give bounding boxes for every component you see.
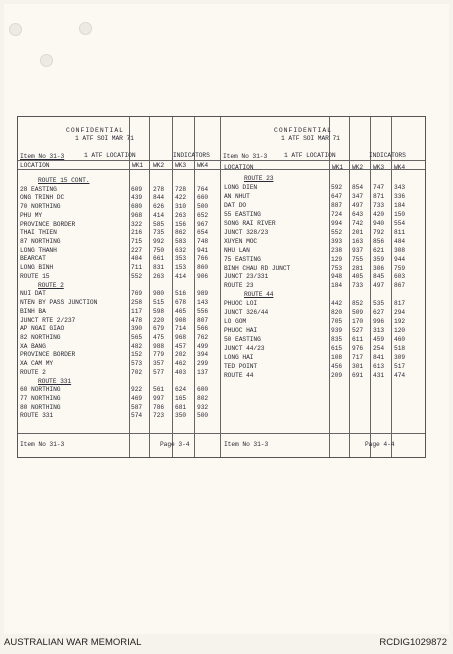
- wk2-value: 163: [352, 237, 364, 245]
- wk1-value: 152: [131, 351, 143, 359]
- footer-rule: [18, 433, 425, 434]
- wk4-value: 748: [197, 238, 209, 246]
- location-cell: PROVINCE BORDER: [20, 351, 76, 359]
- wk4-value: 137: [197, 368, 209, 376]
- location-cell: NHU LAN: [224, 246, 250, 254]
- wk1-value: 592: [331, 183, 343, 191]
- wk1-value: 238: [331, 246, 343, 254]
- wk3-value: 908: [175, 316, 187, 324]
- wk1-value: 565: [131, 333, 143, 341]
- wk3-value: 996: [373, 318, 385, 326]
- location-cell: 50 EASTING: [224, 336, 261, 344]
- wk2-value: 643: [352, 210, 364, 218]
- punch-hole-2: [40, 54, 53, 67]
- wk1-value: 702: [131, 368, 143, 376]
- location-cell: PHUOC HAI: [224, 327, 258, 335]
- archive-credit: AUSTRALIAN WAR MEMORIAL: [4, 637, 142, 648]
- wk3-value: 459: [373, 336, 385, 344]
- wk3-value: 165: [175, 395, 187, 402]
- wk4-value: 336: [394, 192, 406, 200]
- wk1-value: 615: [331, 345, 343, 353]
- right-indicators-label: INDICATORS: [369, 152, 406, 159]
- wk4-value: 941: [197, 246, 209, 254]
- wk1-value: 753: [331, 264, 343, 272]
- wk4-value: 906: [197, 272, 209, 280]
- section-heading: ROUTE 23: [244, 175, 274, 182]
- wk2-value: 750: [153, 246, 165, 254]
- left-col-line-2: [149, 117, 150, 457]
- wk1-value: 820: [331, 309, 343, 317]
- location-cell: 87 NORTHING: [20, 238, 61, 246]
- wk4-value: 294: [394, 309, 406, 317]
- wk4-value: 474: [394, 371, 406, 379]
- wk4-value: 484: [394, 237, 406, 245]
- location-cell: PHUOC LOI: [224, 300, 258, 308]
- wk4-value: 660: [197, 194, 209, 202]
- wk3-value: 621: [373, 246, 385, 254]
- wk3-value: 845: [373, 273, 385, 281]
- wk4-value: 143: [197, 299, 209, 307]
- location-cell: ROUTE 23: [224, 282, 254, 290]
- wk2-value: 742: [352, 219, 364, 227]
- location-cell: BEARCAT: [20, 255, 46, 263]
- wk3-value: 153: [175, 264, 187, 272]
- wk3-value: 403: [175, 368, 187, 376]
- wk3-value: 613: [373, 362, 385, 370]
- wk4-value: 308: [394, 246, 406, 254]
- wk2-value: 831: [153, 264, 165, 272]
- header-rule-2: [18, 169, 425, 170]
- right-col-wk3: WK3: [373, 164, 385, 171]
- wk3-value: 254: [373, 345, 385, 353]
- location-cell: DAT DO: [224, 201, 247, 209]
- location-cell: ROUTE 44: [224, 371, 254, 379]
- wk1-value: 184: [331, 282, 343, 290]
- wk3-value: 414: [175, 272, 187, 280]
- wk2-value: 997: [153, 395, 165, 402]
- right-confidential: CONFIDENTIAL: [274, 127, 333, 134]
- wk4-value: 654: [197, 229, 209, 237]
- wk2-value: 509: [352, 309, 364, 317]
- location-cell: LO GOM: [224, 318, 247, 326]
- location-cell: XA BANG: [20, 342, 46, 350]
- wk2-value: 527: [352, 327, 364, 335]
- wk1-value: 711: [131, 264, 143, 272]
- wk4-value: 394: [197, 351, 209, 359]
- wk3-value: 627: [373, 309, 385, 317]
- wk3-value: 681: [175, 403, 187, 411]
- wk1-value: 552: [331, 228, 343, 236]
- wk1-value: 968: [131, 211, 143, 219]
- wk1-value: 647: [331, 192, 343, 200]
- wk4-value: 500: [197, 412, 209, 420]
- wk1-value: 609: [131, 185, 143, 193]
- location-cell: JUNCT 44/23: [224, 345, 265, 353]
- wk1-value: 939: [331, 327, 343, 335]
- wk3-value: 535: [373, 300, 385, 308]
- location-cell: JUNCT 23/331: [224, 273, 269, 281]
- wk1-value: 216: [131, 229, 143, 237]
- location-cell: ROUTE 15: [20, 272, 50, 280]
- wk2-value: 347: [352, 192, 364, 200]
- wk3-value: 862: [175, 229, 187, 237]
- wk3-value: 156: [175, 220, 187, 228]
- wk1-value: 573: [131, 360, 143, 368]
- location-cell: ROUTE 331: [20, 412, 54, 420]
- wk3-value: 497: [373, 282, 385, 290]
- wk4-value: 802: [197, 395, 209, 402]
- wk3-value: 350: [175, 412, 187, 420]
- location-cell: JUNCT RTE 2/237: [20, 316, 76, 324]
- wk3-value: 714: [175, 325, 187, 333]
- location-cell: XUYEN MOC: [224, 237, 258, 245]
- wk2-value: 414: [153, 211, 165, 219]
- wk1-value: 469: [131, 395, 143, 402]
- wk1-value: 442: [331, 300, 343, 308]
- wk4-value: 120: [394, 327, 406, 335]
- wk2-value: 717: [352, 354, 364, 361]
- wk3-value: 624: [175, 386, 187, 394]
- wk1-value: 948: [331, 273, 343, 281]
- wk4-value: 150: [394, 210, 406, 218]
- location-cell: TED POINT: [224, 362, 258, 370]
- left-col-wk3: WK3: [175, 162, 187, 169]
- wk1-value: 715: [131, 238, 143, 246]
- wk4-value: 566: [197, 325, 209, 333]
- wk2-value: 844: [153, 194, 165, 202]
- header-rule-1: [18, 160, 425, 161]
- wk2-value: 735: [153, 229, 165, 237]
- left-col-line-1: [129, 117, 130, 457]
- right-soi-date: 1 ATF SOI MAR 71: [281, 135, 340, 142]
- wk4-value: 811: [394, 228, 406, 236]
- wk4-value: 499: [197, 342, 209, 350]
- left-col-wk4: WK4: [197, 162, 209, 169]
- wk3-value: 422: [175, 194, 187, 202]
- left-col-wk1: WK1: [132, 162, 144, 169]
- wk3-value: 841: [373, 354, 385, 361]
- location-cell: NTEN BY PASS JUNCTION: [20, 299, 98, 307]
- wk1-value: 439: [131, 194, 143, 202]
- right-footer-item: Item No 31-3: [224, 441, 269, 448]
- wk4-value: 500: [197, 203, 209, 211]
- wk4-value: 989: [197, 290, 209, 298]
- location-cell: 28 EASTING: [20, 185, 57, 193]
- wk4-value: 309: [394, 354, 406, 361]
- location-cell: PHU MY: [20, 211, 43, 219]
- wk2-value: 852: [352, 300, 364, 308]
- wk4-value: 554: [394, 219, 406, 227]
- wk2-value: 170: [352, 318, 364, 326]
- wk1-value: 724: [331, 210, 343, 218]
- wk1-value: 574: [131, 412, 143, 420]
- wk3-value: 313: [373, 327, 385, 335]
- wk3-value: 465: [175, 307, 187, 315]
- wk4-value: 343: [394, 183, 406, 191]
- wk3-value: 940: [373, 219, 385, 227]
- wk2-value: 201: [352, 228, 364, 236]
- right-col-wk1: WK1: [332, 164, 344, 171]
- location-cell: ROUTE 2: [20, 368, 46, 376]
- right-col-line-2: [349, 117, 350, 457]
- location-cell: BINH CHAU RD JUNCT: [224, 264, 291, 272]
- wk2-value: 779: [153, 351, 165, 359]
- punch-hole-3: [79, 22, 92, 35]
- wk4-value: 460: [394, 336, 406, 344]
- wk1-value: 478: [131, 316, 143, 324]
- wk2-value: 220: [153, 316, 165, 324]
- wk4-value: 299: [197, 360, 209, 368]
- wk3-value: 306: [373, 264, 385, 272]
- left-footer-page: Page 3-4: [160, 441, 190, 448]
- wk1-value: 404: [131, 255, 143, 263]
- wk1-value: 258: [131, 299, 143, 307]
- wk4-value: 517: [394, 362, 406, 370]
- right-location-label: 1 ATF LOCATION: [284, 152, 336, 159]
- location-cell: 60 NORTHING: [20, 386, 61, 394]
- wk3-value: 516: [175, 290, 187, 298]
- wk1-value: 922: [131, 386, 143, 394]
- wk4-value: 764: [197, 185, 209, 193]
- wk3-value: 678: [175, 299, 187, 307]
- wk4-value: 867: [394, 282, 406, 290]
- wk3-value: 462: [175, 360, 187, 368]
- wk3-value: 747: [373, 183, 385, 191]
- location-cell: 55 EASTING: [224, 210, 261, 218]
- wk1-value: 680: [131, 203, 143, 211]
- right-col-wk2: WK2: [352, 164, 364, 171]
- location-cell: 77 NORTHING: [20, 395, 61, 402]
- wk4-value: 762: [197, 333, 209, 341]
- location-cell: JUNCT 326/44: [224, 309, 269, 317]
- wk4-value: 192: [394, 318, 406, 326]
- wk2-value: 679: [153, 325, 165, 333]
- wk1-value: 393: [331, 237, 343, 245]
- location-cell: PROVINCE BORDER: [20, 220, 76, 228]
- location-cell: BINH BA: [20, 307, 46, 315]
- location-cell: LONG THANH: [20, 246, 57, 254]
- location-cell: NUI DAT: [20, 290, 46, 298]
- location-cell: JUNCT 328/23: [224, 228, 269, 236]
- wk4-value: 817: [394, 300, 406, 308]
- left-col-line-4: [194, 117, 195, 457]
- wk2-value: 980: [153, 290, 165, 298]
- wk2-value: 992: [153, 238, 165, 246]
- left-col-location: LOCATION: [20, 162, 50, 169]
- section-heading: ROUTE 15 CONT.: [38, 177, 90, 184]
- location-cell: THAI THIEN: [20, 229, 57, 237]
- wk1-value: 117: [131, 307, 143, 315]
- wk2-value: 988: [153, 342, 165, 350]
- wk2-value: 515: [153, 299, 165, 307]
- location-cell: 80 NORTHING: [20, 403, 61, 411]
- left-item-no: Item No 31-3: [20, 153, 65, 160]
- wk4-value: 807: [197, 316, 209, 324]
- wk2-value: 733: [352, 282, 364, 290]
- section-heading: ROUTE 44: [244, 291, 274, 299]
- wk3-value: 420: [373, 210, 385, 218]
- wk1-value: 887: [331, 201, 343, 209]
- wk2-value: 497: [352, 201, 364, 209]
- wk3-value: 457: [175, 342, 187, 350]
- right-col-wk4: WK4: [394, 164, 406, 171]
- archive-reference: RCDIG1029872: [379, 637, 447, 648]
- wk1-value: 322: [131, 220, 143, 228]
- location-cell: AN NHUT: [224, 192, 250, 200]
- section-heading: ROUTE 2: [38, 281, 64, 289]
- section-heading: ROUTE 331: [38, 377, 72, 385]
- left-soi-date: 1 ATF SOI MAR 71: [75, 135, 134, 142]
- document-page: [4, 4, 449, 634]
- wk2-value: 278: [153, 185, 165, 193]
- wk4-value: 603: [394, 273, 406, 281]
- wk1-value: 835: [331, 336, 343, 344]
- wk2-value: 723: [153, 412, 165, 420]
- wk2-value: 786: [153, 403, 165, 411]
- wk2-value: 577: [153, 368, 165, 376]
- right-col-line-4: [391, 117, 392, 457]
- wk2-value: 854: [352, 183, 364, 191]
- wk1-value: 390: [131, 325, 143, 333]
- wk3-value: 431: [373, 371, 385, 379]
- wk4-value: 759: [394, 264, 406, 272]
- wk2-value: 626: [153, 203, 165, 211]
- location-cell: ONG TRINH DC: [20, 194, 65, 202]
- right-item-no: Item No 31-3: [223, 153, 268, 160]
- wk2-value: 691: [352, 371, 364, 379]
- wk2-value: 598: [153, 307, 165, 315]
- wk2-value: 611: [352, 336, 364, 344]
- wk4-value: 932: [197, 403, 209, 411]
- right-col-location: LOCATION: [224, 164, 254, 171]
- wk4-value: 967: [197, 220, 209, 228]
- right-col-line-3: [370, 117, 371, 457]
- wk3-value: 856: [373, 237, 385, 245]
- wk3-value: 871: [373, 192, 385, 200]
- location-cell: AP NGAI GIAO: [20, 325, 65, 333]
- wk2-value: 405: [352, 273, 364, 281]
- location-cell: LONG HAI: [224, 354, 254, 361]
- left-indicators-label: INDICATORS: [173, 152, 210, 159]
- wk2-value: 357: [153, 360, 165, 368]
- wk2-value: 755: [352, 255, 364, 263]
- wk2-value: 301: [352, 362, 364, 370]
- location-cell: 82 NORTHING: [20, 333, 61, 341]
- wk4-value: 860: [197, 264, 209, 272]
- left-col-line-3: [172, 117, 173, 457]
- wk1-value: 705: [331, 318, 343, 326]
- wk4-value: 944: [394, 255, 406, 263]
- wk1-value: 129: [331, 255, 343, 263]
- wk2-value: 475: [153, 333, 165, 341]
- wk2-value: 937: [352, 246, 364, 254]
- wk1-value: 456: [331, 362, 343, 370]
- wk3-value: 359: [373, 255, 385, 263]
- wk3-value: 353: [175, 255, 187, 263]
- left-confidential: CONFIDENTIAL: [66, 127, 125, 134]
- wk3-value: 202: [175, 351, 187, 359]
- wk2-value: 976: [352, 345, 364, 353]
- wk2-value: 263: [153, 272, 165, 280]
- wk2-value: 561: [153, 386, 165, 394]
- location-cell: 75 EASTING: [224, 255, 261, 263]
- wk3-value: 733: [373, 201, 385, 209]
- wk4-value: 556: [197, 307, 209, 315]
- wk1-value: 227: [131, 246, 143, 254]
- wk4-value: 518: [394, 345, 406, 353]
- wk1-value: 994: [331, 219, 343, 227]
- wk2-value: 661: [153, 255, 165, 263]
- wk3-value: 968: [175, 333, 187, 341]
- center-divider: [220, 117, 221, 457]
- wk1-value: 587: [131, 403, 143, 411]
- wk3-value: 632: [175, 246, 187, 254]
- wk1-value: 209: [331, 371, 343, 379]
- right-footer-page: Page 4-4: [365, 441, 395, 448]
- left-location-label: 1 ATF LOCATION: [84, 152, 136, 159]
- indicator-table-sheet: [17, 116, 426, 458]
- wk4-value: 184: [394, 201, 406, 209]
- wk1-value: 482: [131, 342, 143, 350]
- wk2-value: 585: [153, 220, 165, 228]
- wk3-value: 310: [175, 203, 187, 211]
- location-cell: SONG RAI RIVER: [224, 219, 276, 227]
- wk2-value: 281: [352, 264, 364, 272]
- wk1-value: 108: [331, 354, 343, 361]
- punch-hole-1: [9, 23, 22, 36]
- wk3-value: 728: [175, 185, 187, 193]
- wk3-value: 792: [373, 228, 385, 236]
- wk3-value: 583: [175, 238, 187, 246]
- location-cell: XA CAM MY: [20, 360, 54, 368]
- location-cell: LONG DIEN: [224, 183, 258, 191]
- left-col-wk2: WK2: [153, 162, 165, 169]
- right-col-line-1: [329, 117, 330, 457]
- location-cell: LONG BINH: [20, 264, 54, 272]
- wk4-value: 600: [197, 386, 209, 394]
- wk1-value: 769: [131, 290, 143, 298]
- wk1-value: 552: [131, 272, 143, 280]
- wk3-value: 263: [175, 211, 187, 219]
- location-cell: 70 NORTHING: [20, 203, 61, 211]
- wk4-value: 652: [197, 211, 209, 219]
- wk4-value: 766: [197, 255, 209, 263]
- left-footer-item: Item No 31-3: [20, 441, 65, 448]
